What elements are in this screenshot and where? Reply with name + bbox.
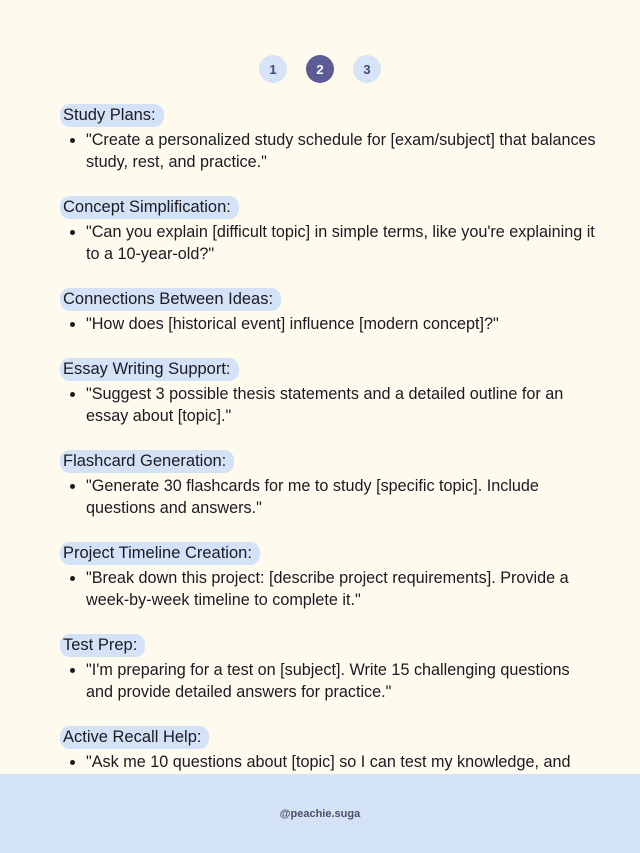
author-handle: @peachie.suga (279, 807, 361, 820)
page-3-button[interactable]: 3 (353, 55, 381, 83)
section-concept-simplification (60, 196, 600, 265)
list-item: • "Create a personalized study schedule for [exam/subject] that balances study, rest, and practice." (86, 129, 600, 173)
section-title: Study Plans: (60, 104, 164, 127)
list-item: • "Can you explain [difficult topic] in simple terms, like you're explaining it to a 10-year-old?" (86, 221, 600, 265)
bullet-list (60, 129, 600, 173)
section-title: Active Recall Help: (60, 726, 209, 749)
section-title: Essay Writing Support: (60, 358, 239, 381)
bullet-list (60, 221, 600, 265)
section-title: Connections Between Ideas: (60, 288, 281, 311)
prompt-list (60, 104, 600, 818)
list-item: • "How does [historical event] influence [modern concept]?" (86, 313, 600, 335)
bullet-list (60, 383, 600, 427)
section-flashcard-generation (60, 450, 600, 519)
page-1-button[interactable]: 1 (259, 55, 287, 83)
section-title: Concept Simplification: (60, 196, 239, 219)
list-item: • "Generate 30 flashcards for me to study [specific topic]. Include questions and answers." (86, 475, 600, 519)
section-title: Project Timeline Creation: (60, 542, 260, 565)
list-item: • "Ask me 10 questions about [topic] so I can test my knowledge, and (86, 751, 600, 795)
list-item: • "Break down this project: [describe project requirements]. Provide a week-by-week timeline to complete it." (86, 567, 600, 611)
list-item: • "Suggest 3 possible thesis statements and a detailed outline for an essay about [topic]." (86, 383, 600, 427)
section-title: Flashcard Generation: (60, 450, 234, 473)
footer-bar (0, 774, 640, 853)
bullet-list (60, 567, 600, 611)
section-project-timeline-creation (60, 542, 600, 611)
section-test-prep (60, 634, 600, 703)
bullet-list (60, 475, 600, 519)
section-study-plans (60, 104, 600, 173)
bullet-list (60, 659, 600, 703)
page-2-button[interactable]: 2 (306, 55, 334, 83)
section-essay-writing-support (60, 358, 600, 427)
list-item: • "I'm preparing for a test on [subject]. Write 15 challenging questions and provide detailed answers for practice." (86, 659, 600, 703)
section-title: Test Prep: (60, 634, 145, 657)
section-connections-between-ideas (60, 288, 600, 335)
bullet-list (60, 313, 600, 335)
page-indicator (0, 55, 640, 83)
